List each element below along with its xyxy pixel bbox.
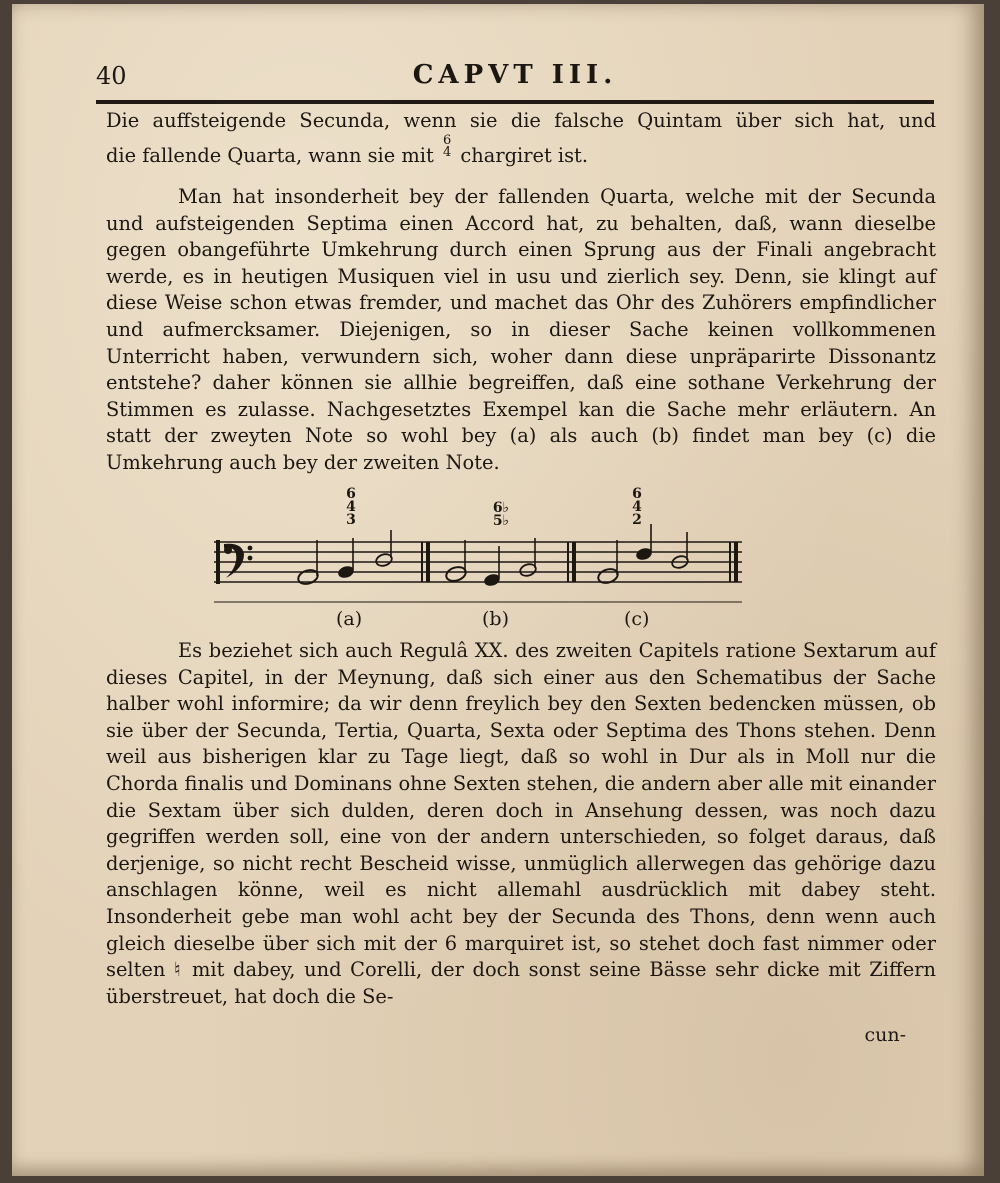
figure-a-2: 4 xyxy=(346,499,356,515)
figure-b-1: 6♭ xyxy=(492,500,510,516)
paragraph-fallende-quarta-text: Man hat insonderheit bey der fallenden Quarta, welche mit der Secunda und aufsteigenden Septima einen Accord hat, zu behalten, daß, wann dieselbe gegen obangeführte Umkehrung durch einen Sprung aus der Finali angebracht werde, es in heutigen Musiquen viel in usu und zierlich sey. Denn, sie klingt auf diese Weise schon etwas fremder, und machet das Ohr des Zuhörers empfindlicher und aufmercksamer. Diejenigen, so in dieser Sache keinen vollkommenen Unterricht haben, verwundern sich, woher dann diese unpräparirte Dissonantz entstehe? daher können sie allhie begreiffen, daß eine sothane Verkehrung der Stimmen es zulasse. Nachgesetztes Exempel kan die Sache mehr erläutern. An statt der zweyten Note so wohl bey (a) als auch (b) findet man bey (c) die Umkehrung auch bey der zweiten Note. xyxy=(106,185,936,474)
figure-c-2: 4 xyxy=(632,499,642,515)
figure-c-3: 2 xyxy=(632,512,642,528)
example-label-b: (b) xyxy=(482,608,509,630)
paragraph-intro-line2 xyxy=(106,132,936,170)
inline-figured-bass xyxy=(442,132,452,160)
paragraph-regula-xx-text: Es beziehet sich auch Regulâ XX. des zweiten Capitels ratione Sextarum auf dieses Capitel, in der Meynung, daß sich einer aus den Schematibus der Sache halber wohl informire; da wir denn freylich bey den Sexten bedencken müssen, ob sie über der Secunda, Tertia, Quarta, Sexta oder Septima des Thons stehen. Denn weil aus bisherigen klar zu Tage liegt, daß so wohl in Dur als in Moll nur die Chorda finalis und Dominans ohne Sexten stehen, die andern aber alle mit einander die Sextam über sich dulden, deren doch in Ansehung dessen, was noch dazu gegriffen werden soll, eine von der andern unterschieden, so folget daraus, daß derjenige, so nicht recht Bescheid wisse, unmüglich allerwegen das gehörige dazu anschlagen könne, weil es nicht allemahl ausdrücklich mit dabey steht. Insonderheit gebe man wohl acht bey der Secunda des Thons, denn wenn auch gleich dieselbe über sich mit der 6 marquiret ist, so stehet doch fast nimmer oder selten ♮ mit dabey, und Corelli, der doch sonst seine Bässe sehr dicke mit Ziffern überstreuet, hat doch die Se- xyxy=(106,639,936,1008)
page-header xyxy=(96,60,934,100)
running-head: CAPVT III. xyxy=(412,60,618,90)
inline-figure-top: 6 xyxy=(442,132,452,148)
paragraph-fallende-quarta xyxy=(106,184,936,477)
note-a-half xyxy=(296,568,319,587)
figure-a-1: 6 xyxy=(346,486,356,502)
book-page xyxy=(12,4,984,1176)
paragraph-intro-line1: Die auffsteigende Secunda, wenn sie die falsche Quintam über sich hat, und xyxy=(106,109,936,132)
line2-before: die fallende Quarta, wann sie mit xyxy=(106,143,434,167)
staff-lines xyxy=(214,542,742,602)
line2-after: chargiret ist. xyxy=(460,143,589,167)
example-label-a: (a) xyxy=(336,608,363,630)
paragraph-regula-xx xyxy=(106,638,936,1010)
notes-a xyxy=(296,530,393,586)
paragraph-intro xyxy=(106,108,936,169)
example-label-c: (c) xyxy=(624,608,650,630)
note-b-half xyxy=(444,565,467,584)
catchword: cun- xyxy=(864,1024,906,1046)
notes-c xyxy=(596,524,689,585)
music-example xyxy=(208,484,748,634)
staff-svg xyxy=(208,484,748,634)
header-rule xyxy=(96,100,934,104)
notes-b xyxy=(444,538,537,588)
inline-figure-bottom: 4 xyxy=(442,144,452,160)
page-number: 40 xyxy=(96,62,127,90)
figure-a-3: 3 xyxy=(346,512,356,528)
figure-b-2: 5♭ xyxy=(492,513,510,529)
figure-c-1: 6 xyxy=(632,486,642,502)
